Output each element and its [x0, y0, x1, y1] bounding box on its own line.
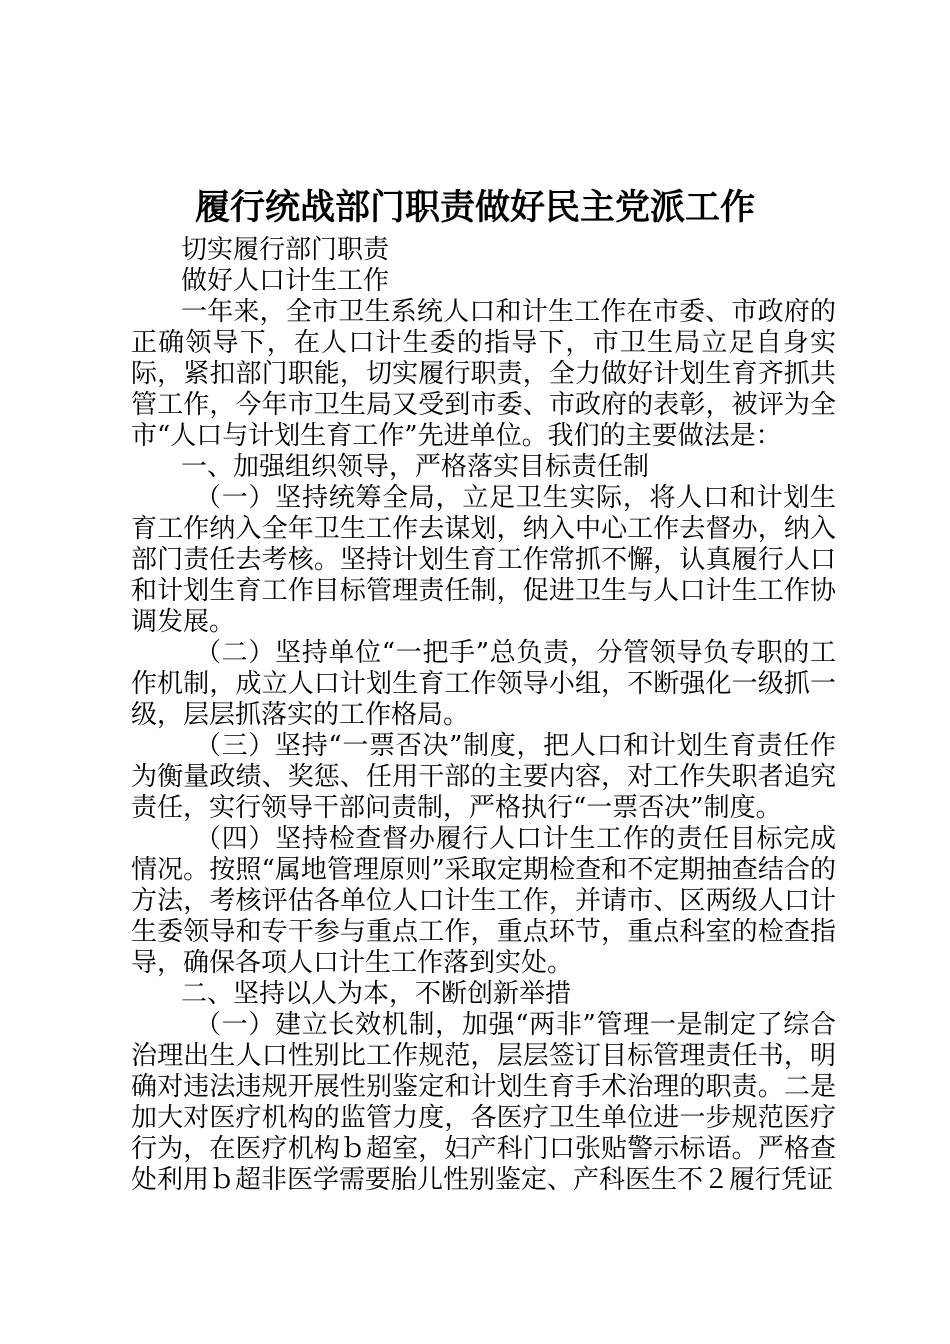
- intro-paragraph: 一年来，全市卫生系统人口和计生工作在市委、市政府的正确领导下，在人口计生委的指导下，市卫生局立足自身实际，紧扣部门职能，切实履行职责，全力做好计划生育齐抓共管工作，今年市卫生局又受到市委、市政府的表彰，被评为全市“人口与计划生育工作”先进单位。我们的主要做法是：: [131, 297, 836, 451]
- document-body: [131, 235, 836, 1196]
- section-heading-2: 二、坚持以人为本，不断创新举措: [181, 979, 572, 1009]
- section-1-item-4: （四）坚持检查督办履行人口计生工作的责任目标完成情况。按照“属地管理原则”采取定期检查和不定期抽查结合的方法，考核评估各单位人口计生工作，并请市、区两级人口计生委领导和专干参与重点工作，重点环节，重点科室的检查指导，确保各项人口计生工作落到实处。: [131, 824, 836, 978]
- subheading-2: 做好人口计生工作: [181, 266, 390, 296]
- section-1-item-3: （三）坚持“一票否决”制度，把人口和计划生育责任作为衡量政绩、奖惩、任用干部的主要内容，对工作失职者追究责任，实行领导干部问责制，严格执行“一票否决”制度。: [131, 731, 836, 823]
- section-heading-1: 一、加强组织领导，严格落实目标责任制: [181, 452, 650, 482]
- subheading-1: 切实履行部门职责: [181, 235, 390, 265]
- section-1-item-1: （一）坚持统筹全局，立足卫生实际，将人口和计划生育工作纳入全年卫生工作去谋划，纳入中心工作去督办，纳入部门责任去考核。坚持计划生育工作常抓不懈，认真履行人口和计划生育工作目标管理责任制，促进卫生与人口计生工作协调发展。: [131, 483, 836, 637]
- section-1-item-2: （二）坚持单位“一把手”总负责，分管领导负专职的工作机制，成立人口计划生育工作领导小组，不断强化一级抓一级，层层抓落实的工作格局。: [131, 638, 836, 730]
- section-2-item-1: （一）建立长效机制，加强“两非”管理一是制定了综合治理出生人口性别比工作规范，层层签订目标管理责任书，明确对违法违规开展性别鉴定和计划生育手术治理的职责。二是加大对医疗机构的监管力度，各医疗卫生单位进一步规范医疗行为，在医疗机构ｂ超室，妇产科门口张贴警示标语。严格查处利用ｂ超非医学需要胎儿性别鉴定、产科医生不２履行凭证: [131, 1010, 836, 1195]
- document-title: 履行统战部门职责做好民主党派工作: [194, 187, 755, 228]
